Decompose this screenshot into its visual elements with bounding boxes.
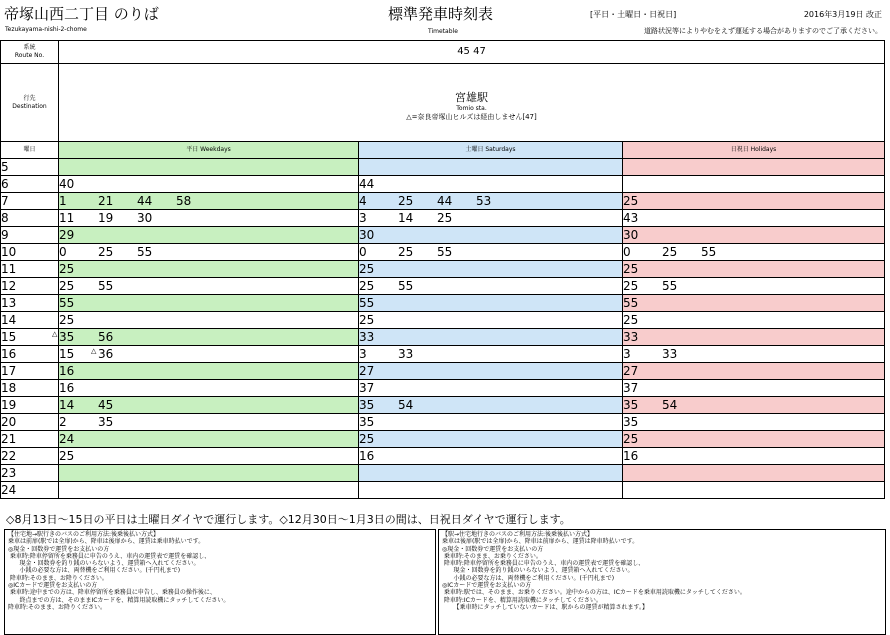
weekday-departure-minute: 0 <box>59 245 67 259</box>
saturday-departure-minute: 25 <box>398 245 414 259</box>
weekday-departure-minute: 25 <box>59 279 75 293</box>
weekday-departure-minute: 55 <box>98 279 114 293</box>
saturday-minutes-cell <box>359 431 623 448</box>
holiday-departure-minute: 55 <box>662 279 678 293</box>
saturday-minutes-cell <box>359 227 623 244</box>
boarding-info-line: 【住宅地→駅行きのバスのご利用方法:後乗後払い方式】 <box>8 531 160 538</box>
boarding-info-line: ◎ICカードで運賃をお支払いの方 <box>8 582 98 590</box>
holiday-minutes-cell <box>623 244 885 261</box>
hour-row <box>1 295 885 312</box>
boarding-info-line: 【駅→住宅地行きのバスのご利用方法:後乗後払い方式】 <box>442 531 594 538</box>
saturday-departure-minute: 4 <box>359 194 367 208</box>
boarding-info-line: 降車時:そのまま、お降りください。 <box>8 603 107 611</box>
hour-row <box>1 448 885 465</box>
holiday-departure-minute: 35 <box>623 398 639 412</box>
boarding-info-line: 乗車時:そのまま、お乗りください。 <box>442 552 542 560</box>
holiday-departure-minute: 33 <box>662 347 678 361</box>
saturday-minutes-cell <box>359 329 623 346</box>
route-row <box>1 41 885 64</box>
holiday-departure-minute: 16 <box>623 449 639 463</box>
boarding-info-line: 乗車時:途中までの方は、降車停留所を乗務員に申告し、乗務員の操作後に、 <box>8 589 216 597</box>
stop-romaji: Tezukayama-nishi-2-chome <box>5 26 87 33</box>
timetable-grid <box>0 40 885 499</box>
holiday-minutes-cell <box>623 482 885 499</box>
boarding-info-line: ◎ICカードで運賃をお支払いの方 <box>442 582 532 590</box>
weekday-minutes-cell <box>59 210 359 227</box>
route-label-en: Route No. <box>14 52 45 59</box>
revision-date: 2016年3月19日 改正 <box>803 10 882 19</box>
weekday-minutes-cell <box>59 414 359 431</box>
weekday-minutes-cell <box>59 312 359 329</box>
destination-label: 行先 <box>23 94 36 102</box>
saturday-departure-minute: 30 <box>359 228 375 242</box>
weekday-departure-minute: 55 <box>59 296 75 310</box>
holiday-departure-minute: 27 <box>623 364 639 378</box>
boarding-info-line: 終点までの方は、そのままICカードを、精算用読取機にタッチしてください。 <box>8 596 230 604</box>
weekday-departure-minute: 19 <box>98 211 114 225</box>
destination-label-cell <box>1 64 59 142</box>
saturday-minutes-cell <box>359 380 623 397</box>
weekday-departure-minute: 25 <box>59 262 75 276</box>
weekday-minutes-cell <box>59 278 359 295</box>
weekday-departure-minute: △ 35 <box>59 329 98 345</box>
saturday-minutes-cell <box>359 244 623 261</box>
saturdays-column-header: 土曜日 Saturdays <box>359 142 623 159</box>
weekday-departure-minute: 1 <box>59 194 67 208</box>
weekday-minutes-cell <box>59 448 359 465</box>
saturday-departure-minute: 25 <box>359 313 375 327</box>
route-label: 系統 <box>23 44 36 51</box>
saturday-departure-minute: 25 <box>359 279 375 293</box>
weekday-minutes-cell <box>52 329 359 346</box>
hour-cell: 7 <box>1 193 59 210</box>
hour-cell: 6 <box>1 176 59 193</box>
column-header-row <box>1 142 885 159</box>
weekday-minutes-cell <box>59 380 359 397</box>
holiday-minutes-cell <box>623 176 885 193</box>
weekday-departure-minute: 40 <box>59 177 75 191</box>
holiday-minutes-cell <box>623 380 885 397</box>
destination-name-en: Tomio sta. <box>456 105 487 112</box>
hour-row <box>1 176 885 193</box>
weekdays-column-header: 平日 Weekdays <box>59 142 359 159</box>
hour-cell: 11 <box>1 261 59 278</box>
saturday-minutes-cell <box>359 261 623 278</box>
weekday-minutes-cell <box>59 244 359 261</box>
weekday-departure-minute: 11 <box>59 211 75 225</box>
hour-row <box>1 465 885 482</box>
boarding-info-line: ◎現金・回数券で運賃をお支払いの方 <box>8 545 110 553</box>
boarding-info-line: 現金・回数券を釣り銭のいらないよう、運賃箱へ入れてください。 <box>8 560 200 568</box>
boarding-info-line: 乗車は前扉(駅では全扉)から、降車は後扉から、運賃は乗車時払いです。 <box>8 538 205 546</box>
saturday-departure-minute: 16 <box>359 449 375 463</box>
weekday-minutes-cell <box>59 363 359 380</box>
hour-row <box>1 397 885 414</box>
weekday-departure-minute: 29 <box>59 228 75 242</box>
holiday-departure-minute: 25 <box>623 194 639 208</box>
weekday-departure-minute: 30 <box>137 211 153 225</box>
weekday-minutes-cell <box>59 227 359 244</box>
saturday-minutes-cell <box>359 278 623 295</box>
holiday-departure-minute: 43 <box>623 211 639 225</box>
weekday-departure-minute: 21 <box>98 194 114 208</box>
saturday-departure-minute: 14 <box>398 211 414 225</box>
weekday-departure-minute: 2 <box>59 415 67 429</box>
holiday-schedule-notice: ◇8月13日～15日の平日は土曜日ダイヤで運行します。◇12月30日～1月3日の間は、日祝日ダイヤで運行します。 <box>6 513 571 526</box>
holiday-minutes-cell <box>623 363 885 380</box>
weekday-departure-minute: 16 <box>59 364 75 378</box>
saturday-minutes-cell <box>359 312 623 329</box>
saturday-departure-minute: 35 <box>359 415 375 429</box>
saturday-minutes-cell <box>359 465 623 482</box>
saturday-departure-minute: 27 <box>359 364 375 378</box>
holiday-minutes-cell <box>623 414 885 431</box>
weekday-minutes-cell <box>59 261 359 278</box>
boarding-info-line: 現金・回数券を釣り銭のいらないよう、運賃箱へ入れてください。 <box>442 567 634 575</box>
saturday-departure-minute: 44 <box>359 177 375 191</box>
holiday-departure-minute: 25 <box>662 245 678 259</box>
hour-cell: 16 <box>1 346 59 363</box>
hour-row <box>1 261 885 278</box>
weekday-minutes-cell <box>59 482 359 499</box>
saturday-departure-minute: 55 <box>398 279 414 293</box>
destination-cell <box>59 64 885 142</box>
holiday-minutes-cell <box>623 329 885 346</box>
saturday-departure-minute: 3 <box>359 347 367 361</box>
saturday-departure-minute: 44 <box>437 194 453 208</box>
boarding-info-line: 乗車は後扉(駅では全扉)から、降車は前扉から、運賃は降車時払いです。 <box>442 538 639 546</box>
saturday-departure-minute: 25 <box>359 432 375 446</box>
destination-row <box>1 64 885 142</box>
weekday-minutes-cell <box>59 346 359 363</box>
hour-row <box>1 210 885 227</box>
delay-notice: 道路状況等によりやむをえず運延する場合がありますのでご了承ください。 <box>644 27 882 35</box>
hour-cell: 17 <box>1 363 59 380</box>
holiday-minutes-cell <box>623 312 885 329</box>
weekday-minutes-cell <box>59 176 359 193</box>
holiday-departure-minute: 25 <box>623 313 639 327</box>
saturday-departure-minute: 25 <box>359 262 375 276</box>
hour-row <box>1 159 885 176</box>
holiday-departure-minute: 55 <box>623 296 639 310</box>
weekday-minutes-cell <box>59 465 359 482</box>
weekday-minutes-cell <box>59 159 359 176</box>
holiday-minutes-cell <box>623 210 885 227</box>
hour-cell: 20 <box>1 414 59 431</box>
weekday-departure-minute: 35 <box>98 415 114 429</box>
hour-cell: 12 <box>1 278 59 295</box>
holiday-departure-minute: 55 <box>701 245 717 259</box>
holiday-minutes-cell <box>623 278 885 295</box>
saturday-departure-minute: 35 <box>359 398 375 412</box>
weekday-departure-minute: 14 <box>59 398 75 412</box>
boarding-info-line: 【乗車時にタッチしていないカードは、駅からの運賃が精算されます。】 <box>442 603 648 611</box>
saturday-departure-minute: 3 <box>359 211 367 225</box>
hour-cell: 14 <box>1 312 59 329</box>
holiday-departure-minute: 0 <box>623 245 631 259</box>
boarding-info-line: 降車時:降車停留所を乗務員に申告のうえ、車内の運賃表で運賃を確認し、 <box>442 560 645 568</box>
destination-name: 宮雄駅 <box>455 91 488 104</box>
hour-cell: 10 <box>1 244 59 261</box>
page-header <box>0 0 890 40</box>
saturday-minutes-cell <box>359 397 623 414</box>
holiday-departure-minute: 25 <box>623 262 639 276</box>
hour-row <box>1 278 885 295</box>
weekday-departure-minute: 15 <box>59 347 75 361</box>
holiday-minutes-cell <box>623 193 885 210</box>
hour-cell: 24 <box>1 482 59 499</box>
holiday-minutes-cell <box>623 227 885 244</box>
hour-row <box>1 346 885 363</box>
hour-cell: 19 <box>1 397 59 414</box>
saturday-departure-minute: 54 <box>398 398 414 412</box>
saturday-minutes-cell <box>359 448 623 465</box>
hour-row <box>1 329 885 346</box>
holiday-departure-minute: 25 <box>623 432 639 446</box>
saturday-minutes-cell <box>359 193 623 210</box>
saturday-departure-minute: 55 <box>437 245 453 259</box>
hour-row <box>1 431 885 448</box>
hour-column-header: 曜日 <box>1 142 59 159</box>
weekday-departure-minute: 25 <box>59 449 75 463</box>
hour-cell: 21 <box>1 431 59 448</box>
page-title-en: Timetable <box>428 28 458 35</box>
saturday-minutes-cell <box>359 482 623 499</box>
hour-row <box>1 227 885 244</box>
boarding-info-line: 乗車時:降車停留所を乗務員に申告のうえ、車内の運賃表で運賃を確認し、 <box>8 552 211 560</box>
hour-row <box>1 482 885 499</box>
boarding-info-line: 乗車時:駅では、そのまま、お乗りください。途中からの方は、ICカードを乗車用読取機にタッチしてください。 <box>442 589 746 597</box>
hour-row <box>1 363 885 380</box>
saturday-departure-minute: 33 <box>398 347 414 361</box>
days-label: [平日・土曜日・日祝日] <box>590 10 677 19</box>
holiday-minutes-cell <box>623 465 885 482</box>
boarding-info-line: 小銭の必要な方は、両替機をご利用ください。(千円札まで) <box>8 567 181 575</box>
holiday-minutes-cell <box>623 448 885 465</box>
saturday-departure-minute: 55 <box>359 296 375 310</box>
boarding-info-line: 降車時:ICカードを、精算用読取機にタッチしてください。 <box>442 596 602 604</box>
saturday-departure-minute: 33 <box>359 330 375 344</box>
holiday-departure-minute: 35 <box>623 415 639 429</box>
holiday-minutes-cell <box>623 431 885 448</box>
holiday-departure-minute: 37 <box>623 381 639 395</box>
boarding-info-line: 小銭の必要な方は、両替機をご利用ください。(千円札まで) <box>442 574 615 582</box>
weekday-departure-minute: 44 <box>137 194 153 208</box>
holiday-minutes-cell <box>623 295 885 312</box>
hour-row <box>1 193 885 210</box>
holiday-departure-minute: 25 <box>623 279 639 293</box>
weekday-departure-minute: 25 <box>98 245 114 259</box>
weekday-departure-minute: 24 <box>59 432 75 446</box>
boarding-info-line: 降車時:そのまま、お降りください。 <box>8 574 108 582</box>
holiday-minutes-cell <box>623 397 885 414</box>
weekday-departure-minute: 25 <box>59 313 75 327</box>
hour-row <box>1 380 885 397</box>
weekday-departure-minute: △ 36 <box>98 346 137 362</box>
saturday-minutes-cell <box>359 346 623 363</box>
holidays-column-header: 日祝日 Holidays <box>623 142 885 159</box>
route-number: 45 47 <box>59 41 885 64</box>
hour-cell: 9 <box>1 227 59 244</box>
no-via-marker-icon: △ <box>91 347 97 355</box>
holiday-departure-minute: 3 <box>623 347 631 361</box>
holiday-departure-minute: 33 <box>623 330 639 344</box>
no-via-marker-icon: △ <box>52 330 58 338</box>
weekday-minutes-cell <box>59 397 359 414</box>
saturday-departure-minute: 25 <box>398 194 414 208</box>
weekday-departure-minute: 55 <box>137 245 153 259</box>
hour-cell: 22 <box>1 448 59 465</box>
hour-cell: 8 <box>1 210 59 227</box>
saturday-minutes-cell <box>359 210 623 227</box>
weekday-departure-minute: 45 <box>98 398 114 412</box>
hour-row <box>1 414 885 431</box>
hour-cell: 5 <box>1 159 59 176</box>
page-title: 標準発車時刻表 <box>388 5 494 23</box>
destination-note: △=奈良帝塚山ヒルズは経由しません[47] <box>406 113 537 121</box>
stop-name: 帝塚山西二丁目 のりば <box>4 5 159 23</box>
saturday-departure-minute: 25 <box>437 211 453 225</box>
destination-label-en: Destination <box>12 102 47 110</box>
holiday-minutes-cell <box>623 159 885 176</box>
hour-cell: 13 <box>1 295 59 312</box>
boarding-info-station-to-residential <box>438 529 886 635</box>
saturday-departure-minute: 53 <box>476 194 492 208</box>
holiday-minutes-cell <box>623 346 885 363</box>
weekday-departure-minute: 16 <box>59 381 75 395</box>
hour-cell: 23 <box>1 465 59 482</box>
saturday-departure-minute: 37 <box>359 381 375 395</box>
weekday-minutes-cell <box>59 193 359 210</box>
holiday-departure-minute: 30 <box>623 228 639 242</box>
saturday-minutes-cell <box>359 295 623 312</box>
saturday-minutes-cell <box>359 176 623 193</box>
route-label-cell <box>1 41 59 64</box>
hour-cell: 15 <box>1 329 59 346</box>
boarding-info-residential-to-station <box>4 529 436 635</box>
hour-row <box>1 312 885 329</box>
hour-row <box>1 244 885 261</box>
saturday-minutes-cell <box>359 363 623 380</box>
saturday-minutes-cell <box>359 159 623 176</box>
saturday-minutes-cell <box>359 414 623 431</box>
holiday-departure-minute: 54 <box>662 398 678 412</box>
weekday-minutes-cell <box>59 431 359 448</box>
hour-cell: 18 <box>1 380 59 397</box>
weekday-minutes-cell <box>59 295 359 312</box>
weekday-departure-minute: 58 <box>176 194 192 208</box>
saturday-departure-minute: 0 <box>359 245 367 259</box>
boarding-info-line: ◎現金・回数券で運賃をお支払いの方 <box>442 545 544 553</box>
holiday-minutes-cell <box>623 261 885 278</box>
weekday-departure-minute: 56 <box>98 330 114 344</box>
